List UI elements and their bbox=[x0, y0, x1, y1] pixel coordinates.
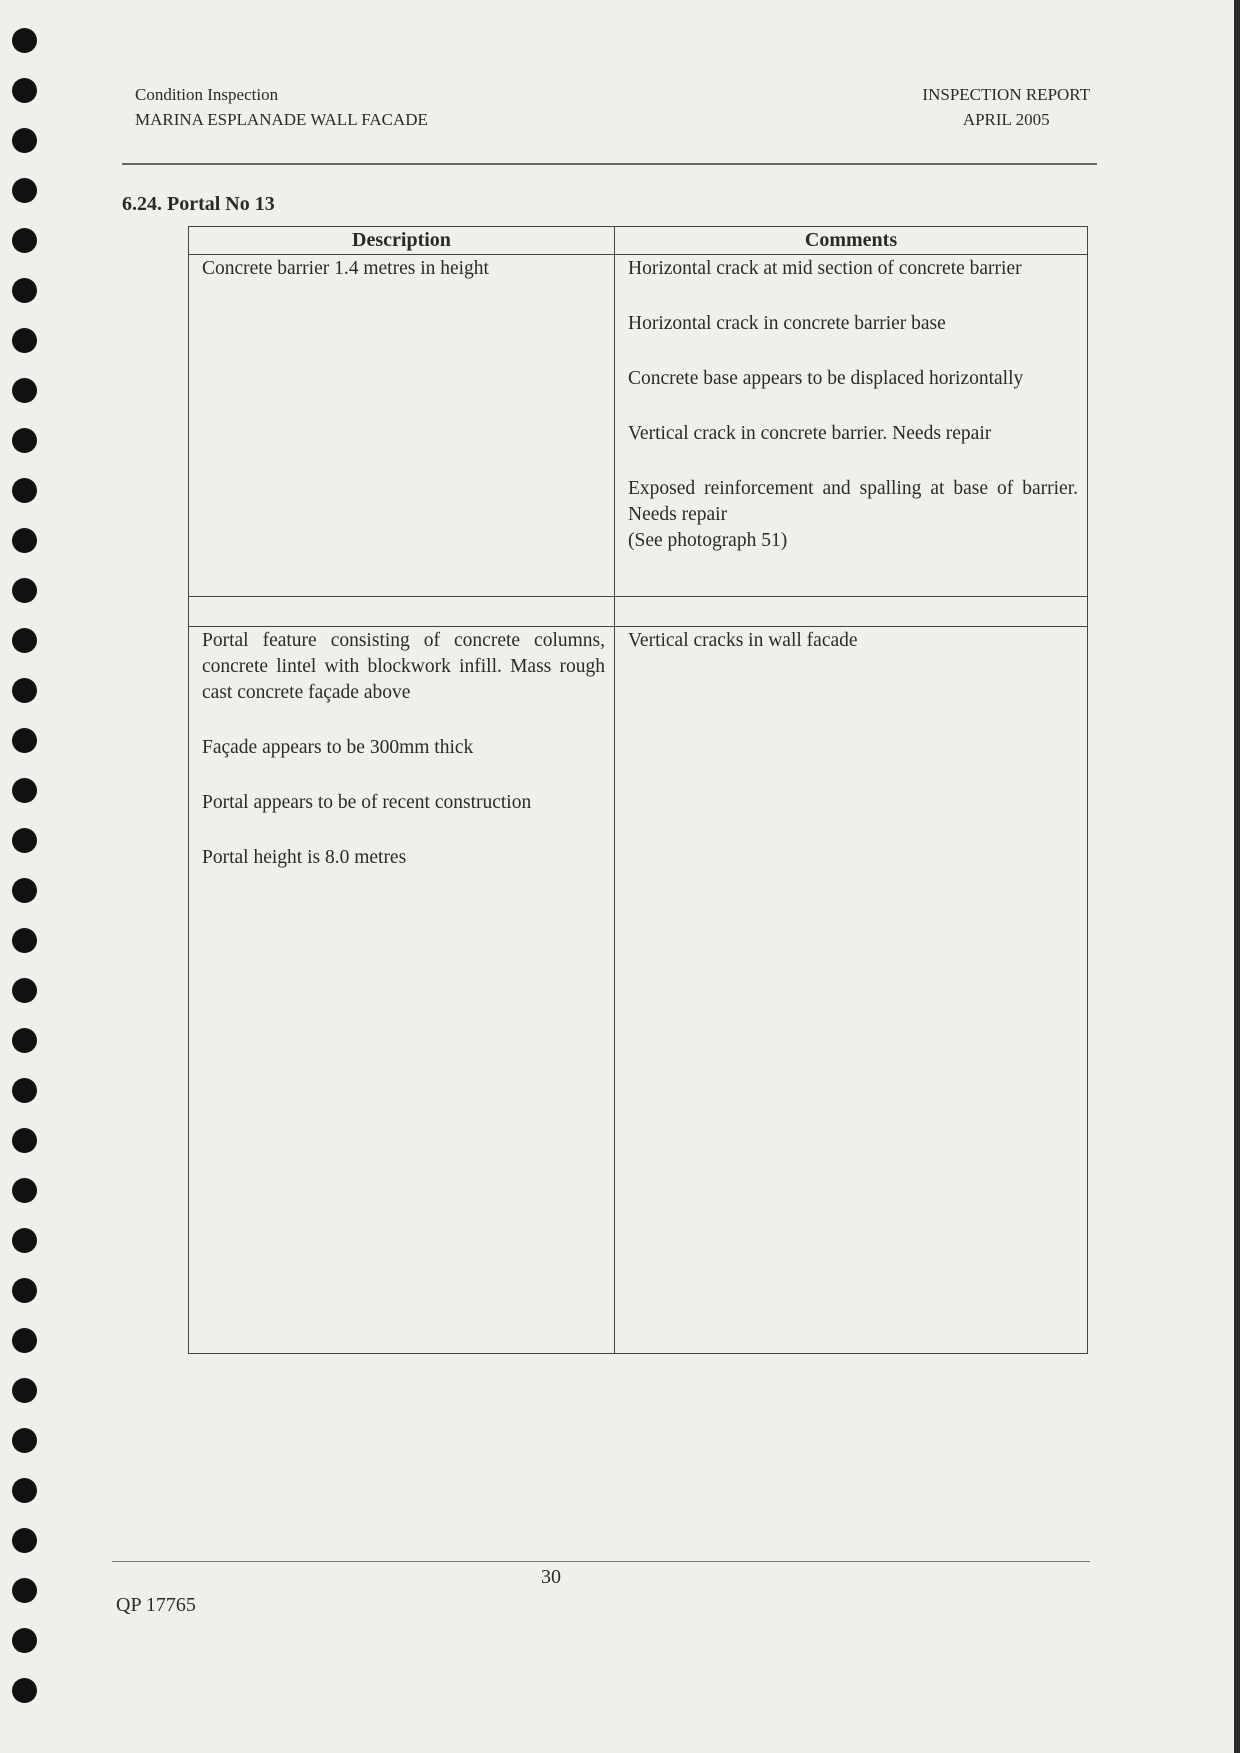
binding-hole bbox=[12, 278, 37, 303]
description-cell bbox=[189, 255, 615, 597]
binding-hole bbox=[12, 578, 37, 603]
binding-hole bbox=[12, 878, 37, 903]
binding-hole bbox=[12, 1278, 37, 1303]
section-title: 6.24. Portal No 13 bbox=[122, 193, 275, 215]
empty-cell bbox=[189, 597, 615, 627]
binding-hole bbox=[12, 1128, 37, 1153]
description-cell bbox=[189, 627, 615, 1354]
comment-text: Vertical crack in concrete barrier. Needs repair bbox=[628, 423, 992, 444]
column-header-comments: Comments bbox=[615, 227, 1088, 255]
binding-hole bbox=[12, 628, 37, 653]
binding-hole bbox=[12, 678, 37, 703]
header-right bbox=[922, 82, 1090, 132]
binding-hole bbox=[12, 478, 37, 503]
description-text: Portal feature consisting of concrete columns, concrete lintel with blockwork infill. Mass rough cast concrete façade above bbox=[202, 630, 605, 703]
binding-hole bbox=[12, 1378, 37, 1403]
comment-text: Vertical cracks in wall facade bbox=[628, 630, 858, 651]
binding-hole bbox=[12, 1628, 37, 1653]
inspection-table bbox=[188, 226, 1088, 1354]
binding-holes bbox=[8, 28, 42, 1738]
binding-hole bbox=[12, 1328, 37, 1353]
binding-hole bbox=[12, 128, 37, 153]
binding-hole bbox=[12, 1228, 37, 1253]
description-text: Portal height is 8.0 metres bbox=[202, 847, 407, 868]
table-row bbox=[189, 627, 1088, 1354]
binding-hole bbox=[12, 378, 37, 403]
comments-cell bbox=[615, 255, 1088, 597]
page-edge bbox=[1234, 0, 1240, 1753]
binding-hole bbox=[12, 1478, 37, 1503]
page-number: 30 bbox=[541, 1566, 561, 1588]
binding-hole bbox=[12, 178, 37, 203]
column-header-description: Description bbox=[189, 227, 615, 255]
comment-text: Horizontal crack in concrete barrier base bbox=[628, 313, 946, 334]
description-text: Portal appears to be of recent construction bbox=[202, 792, 532, 813]
comment-text: Exposed reinforcement and spalling at base of barrier. Needs repair bbox=[628, 478, 1078, 525]
binding-hole bbox=[12, 1178, 37, 1203]
binding-hole bbox=[12, 1678, 37, 1703]
empty-cell bbox=[615, 597, 1088, 627]
binding-hole bbox=[12, 228, 37, 253]
binding-hole bbox=[12, 78, 37, 103]
binding-hole bbox=[12, 1428, 37, 1453]
header-subtitle: Condition Inspection bbox=[135, 85, 279, 104]
binding-hole bbox=[12, 778, 37, 803]
header-project-title: MARINA ESPLANADE WALL FACADE bbox=[135, 110, 428, 129]
binding-hole bbox=[12, 928, 37, 953]
table-header-row bbox=[189, 227, 1088, 255]
binding-hole bbox=[12, 528, 37, 553]
binding-hole bbox=[12, 828, 37, 853]
binding-hole bbox=[12, 1528, 37, 1553]
binding-hole bbox=[12, 1578, 37, 1603]
binding-hole bbox=[12, 28, 37, 53]
binding-hole bbox=[12, 978, 37, 1003]
binding-hole bbox=[12, 428, 37, 453]
description-text: Concrete barrier 1.4 metres in height bbox=[202, 258, 489, 279]
binding-hole bbox=[12, 1078, 37, 1103]
header-report-date: APRIL 2005 bbox=[962, 110, 1050, 129]
binding-hole bbox=[12, 728, 37, 753]
header-left bbox=[135, 82, 428, 132]
binding-hole bbox=[12, 1028, 37, 1053]
header-divider bbox=[122, 163, 1097, 165]
document-reference: QP 17765 bbox=[116, 1594, 196, 1616]
photo-reference: (See photograph 51) bbox=[628, 530, 788, 551]
comment-text: Horizontal crack at mid section of concrete barrier bbox=[628, 258, 1022, 279]
table-spacer-row bbox=[189, 597, 1088, 627]
comments-cell bbox=[615, 627, 1088, 1354]
binding-hole bbox=[12, 328, 37, 353]
description-text: Façade appears to be 300mm thick bbox=[202, 737, 474, 758]
footer-divider bbox=[112, 1561, 1090, 1562]
header-report-type: INSPECTION REPORT bbox=[922, 85, 1090, 104]
table-row bbox=[189, 255, 1088, 597]
comment-text: Concrete base appears to be displaced horizontally bbox=[628, 368, 1024, 389]
